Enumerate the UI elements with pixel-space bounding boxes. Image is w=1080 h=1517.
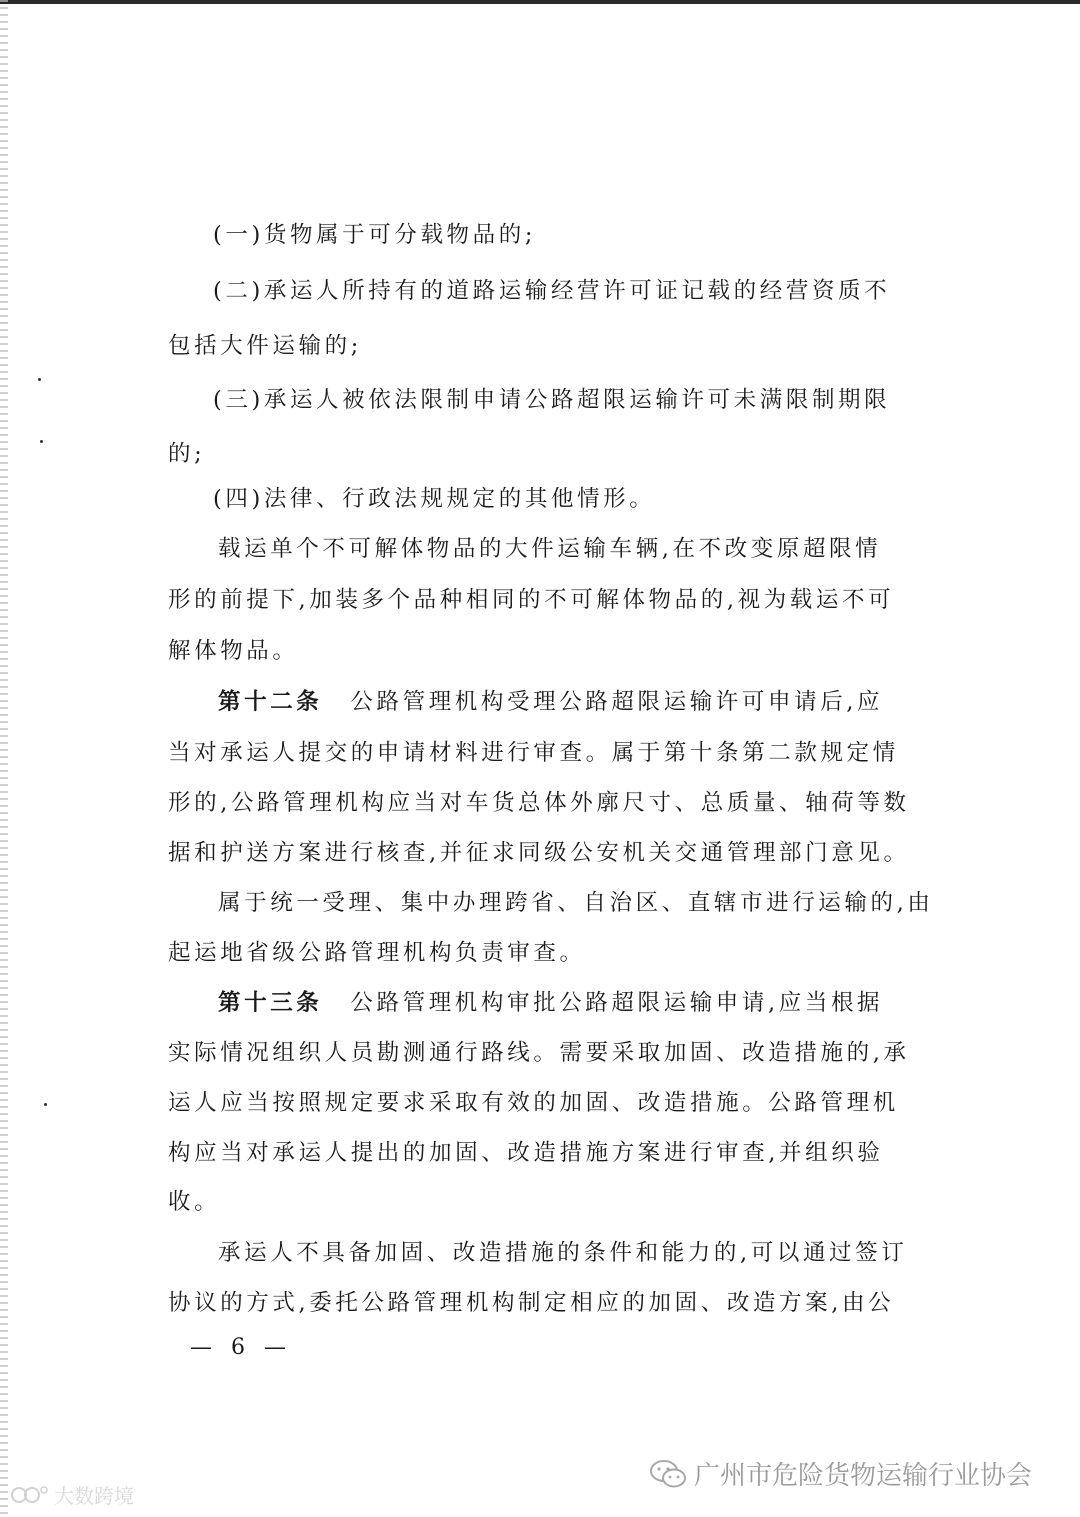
text-line: 公路管理机构受理公路超限运输许可申请后,应: [350, 689, 884, 715]
text-line: 的;: [168, 441, 206, 467]
text-line: 承运人不具备加固、改造措施的条件和能力的,可以通过签订: [218, 1240, 908, 1266]
scan-top-border: [0, 0, 1080, 4]
article-12-line: [218, 687, 883, 717]
text-line: 属于统一受理、集中办理跨省、自治区、直辖市进行运输的,由: [218, 890, 934, 916]
scan-speck: [40, 440, 43, 443]
article-13-line: [218, 988, 883, 1018]
scan-speck: [44, 1103, 47, 1106]
text-line: (一)货物属于可分载物品的;: [213, 222, 537, 248]
text-line: 协议的方式,委托公路管理机构制定相应的加固、改造方案,由公: [168, 1290, 895, 1316]
article-13-title: 第十三条: [218, 990, 323, 1016]
page-number: — 6 —: [190, 1335, 292, 1360]
text-line: 收。: [168, 1189, 221, 1215]
text-line: 当对承运人提交的申请材料进行审查。属于第十条第二款规定情: [168, 740, 899, 766]
text-line: 据和护送方案进行核查,并征求同级公安机关交通管理部门意见。: [168, 840, 910, 866]
text-line: (四)法律、行政法规规定的其他情形。: [213, 486, 656, 512]
text-line: 形的前提下,加装多个品种相同的不可解体物品的,视为载运不可: [168, 587, 895, 613]
watermark-text: 广州市危险货物运输行业协会: [694, 1461, 1033, 1491]
wechat-watermark: [648, 1455, 1032, 1492]
text-line: 形的,公路管理机构应当对车货总体外廓尺寸、总质量、轴荷等数: [168, 790, 910, 816]
scan-speck: [38, 378, 41, 381]
text-line: 解体物品。: [168, 638, 299, 664]
text-line: (二)承运人所持有的道路运输经营许可证记载的经营资质不: [213, 278, 891, 304]
text-line: 包括大件运输的;: [168, 333, 362, 359]
text-line: 载运单个不可解体物品的大件运输车辆,在不改变原超限情: [218, 536, 882, 562]
brand-logo-icon: [10, 1484, 50, 1506]
text-line: 公路管理机构审批公路超限运输申请,应当根据: [350, 990, 884, 1016]
text-line: 运人应当按照规定要求采取有效的加固、改造措施。公路管理机: [168, 1090, 899, 1116]
text-line: 实际情况组织人员勘测通行路线。需要采取加固、改造措施的,承: [168, 1040, 910, 1066]
text-line: 构应当对承运人提出的加固、改造措施方案进行审查,并组织验: [168, 1140, 884, 1166]
text-line: (三)承运人被依法限制申请公路超限运输许可未满限制期限: [213, 387, 891, 413]
scan-left-edge: [0, 0, 8, 1517]
article-12-title: 第十二条: [218, 689, 323, 715]
wechat-icon: [648, 1458, 688, 1490]
brand-text: 大数跨境: [54, 1484, 134, 1508]
brand-watermark: [10, 1480, 134, 1509]
text-line: 起运地省级公路管理机构负责审查。: [168, 940, 586, 966]
